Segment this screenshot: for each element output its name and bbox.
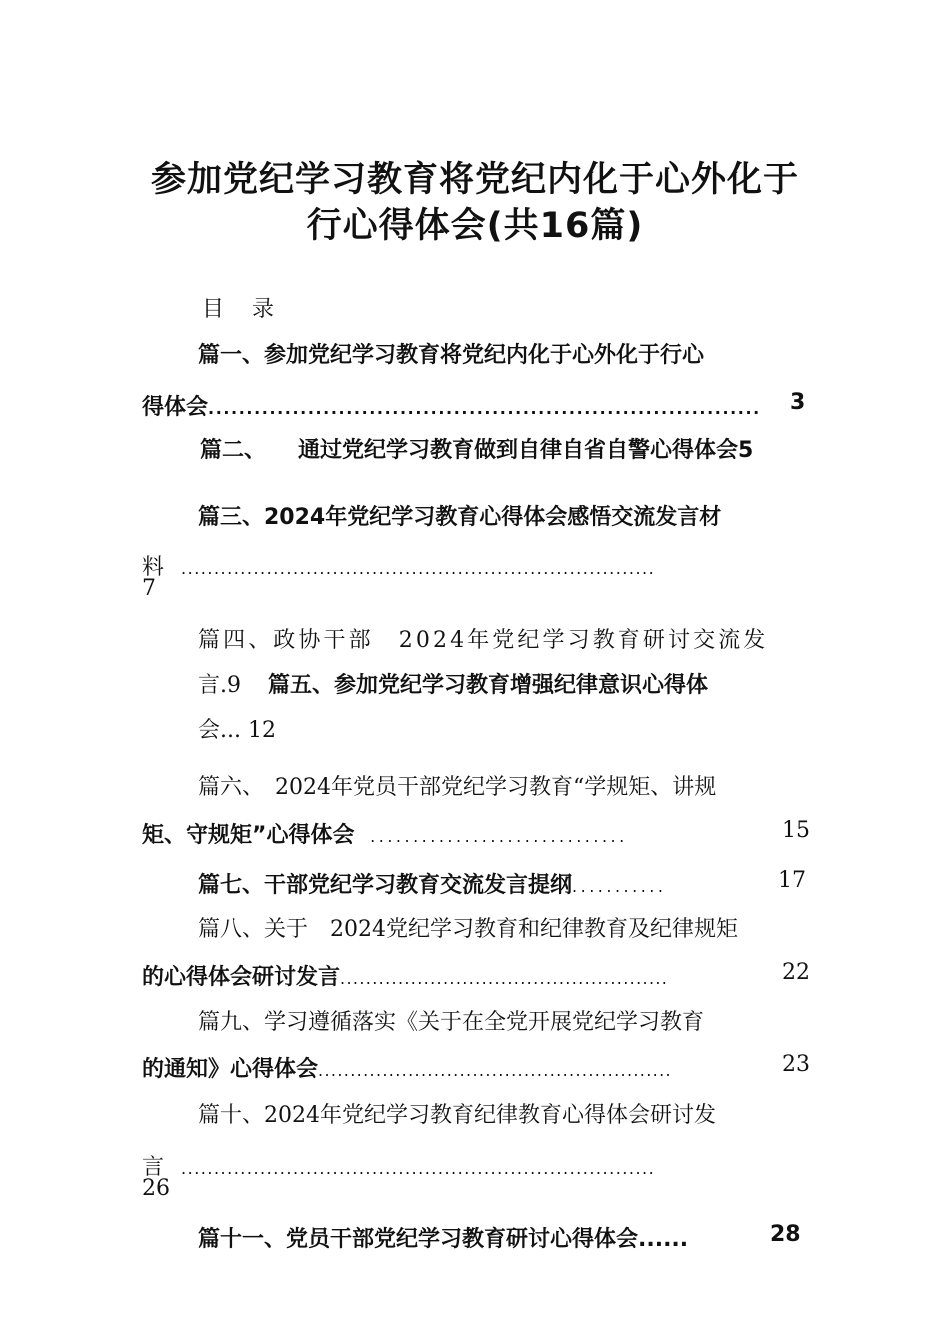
toc-entry-5-line-2[interactable]: 会... 12: [198, 718, 276, 743]
toc-entry-label: 言: [142, 1155, 165, 1180]
toc-leader-dots: ........................................................................: [181, 1159, 656, 1178]
document-title-line-2: 行心得体会(共16篇): [306, 206, 644, 246]
toc-entry-7[interactable]: [198, 868, 666, 899]
toc-entry-11[interactable]: 篇十一、党员干部党纪学习教育研讨心得体会......: [198, 1227, 689, 1252]
toc-page-number: 26: [142, 1176, 170, 1201]
toc-entry-9-line-2[interactable]: [142, 1052, 672, 1083]
toc-entry-2[interactable]: 通过党纪学习教育做到自律自省自警心得体会5: [298, 438, 754, 463]
toc-entry-4-line-2[interactable]: 言.9: [198, 673, 241, 698]
toc-entry-6-line-1[interactable]: 篇六、 2024年党员干部党纪学习教育“学规矩、讲规: [198, 775, 717, 800]
toc-leader-dots: ........................................................................: [208, 399, 761, 418]
toc-page-number: 15: [782, 818, 810, 843]
toc-entry-8-line-2[interactable]: [142, 960, 668, 991]
toc-leader-dots: ...................................................: [340, 969, 669, 988]
toc-entry-2-prefix[interactable]: 篇二、: [200, 438, 267, 463]
toc-entry-label: 的心得体会研讨发言: [142, 965, 341, 990]
toc-leader-dots: ........................................................................: [181, 559, 656, 578]
toc-entry-1-line-1[interactable]: 篇一、参加党纪学习教育将党纪内化于心外化于行心: [198, 343, 705, 368]
toc-entry-6-line-2[interactable]: [142, 818, 628, 849]
toc-page-number: 23: [782, 1052, 810, 1077]
toc-entry-8-line-1[interactable]: 篇八、关于 2024党纪学习教育和纪律教育及纪律规矩: [198, 917, 738, 942]
toc-entry-3-line-2[interactable]: [142, 550, 655, 581]
toc-page-number: 22: [782, 960, 810, 985]
toc-heading: 目 录: [202, 297, 278, 322]
toc-entry-label: 料: [142, 555, 165, 580]
toc-page-number: 7: [142, 576, 156, 601]
toc-page-number: 17: [778, 868, 806, 893]
toc-entry-3-line-1[interactable]: 篇三、2024年党纪学习教育心得体会感悟交流发言材: [198, 505, 722, 530]
toc-entry-10-line-1[interactable]: 篇十、2024年党纪学习教育纪律教育心得体会研讨发: [198, 1103, 716, 1128]
toc-entry-9-line-1[interactable]: 篇九、学习遵循落实《关于在全党开展党纪学习教育: [198, 1010, 705, 1035]
toc-entry-label: 得体会: [142, 395, 209, 420]
toc-leader-dots: ..............................: [370, 827, 628, 846]
toc-entry-4-line-1[interactable]: 篇四、政协干部 2024年党纪学习教育研讨交流发: [198, 628, 769, 653]
toc-entry-label: 矩、守规矩”心得体会: [142, 823, 355, 848]
toc-entry-label: 篇七、干部党纪学习教育交流发言提纲: [198, 873, 573, 898]
toc-entry-10-line-2[interactable]: [142, 1150, 655, 1181]
toc-entry-1-line-2[interactable]: [142, 390, 761, 421]
document-title-line-1: 参加党纪学习教育将党纪内化于心外化于: [150, 160, 799, 200]
toc-entry-label: 的通知》心得体会: [142, 1057, 319, 1082]
toc-entry-5-line-1[interactable]: 篇五、参加党纪学习教育增强纪律意识心得体: [268, 673, 709, 698]
toc-page-number: 28: [770, 1222, 801, 1247]
toc-leader-dots: ...........: [572, 877, 667, 896]
toc-page-number: 3: [790, 390, 806, 415]
toc-leader-dots: .......................................................: [318, 1061, 672, 1080]
